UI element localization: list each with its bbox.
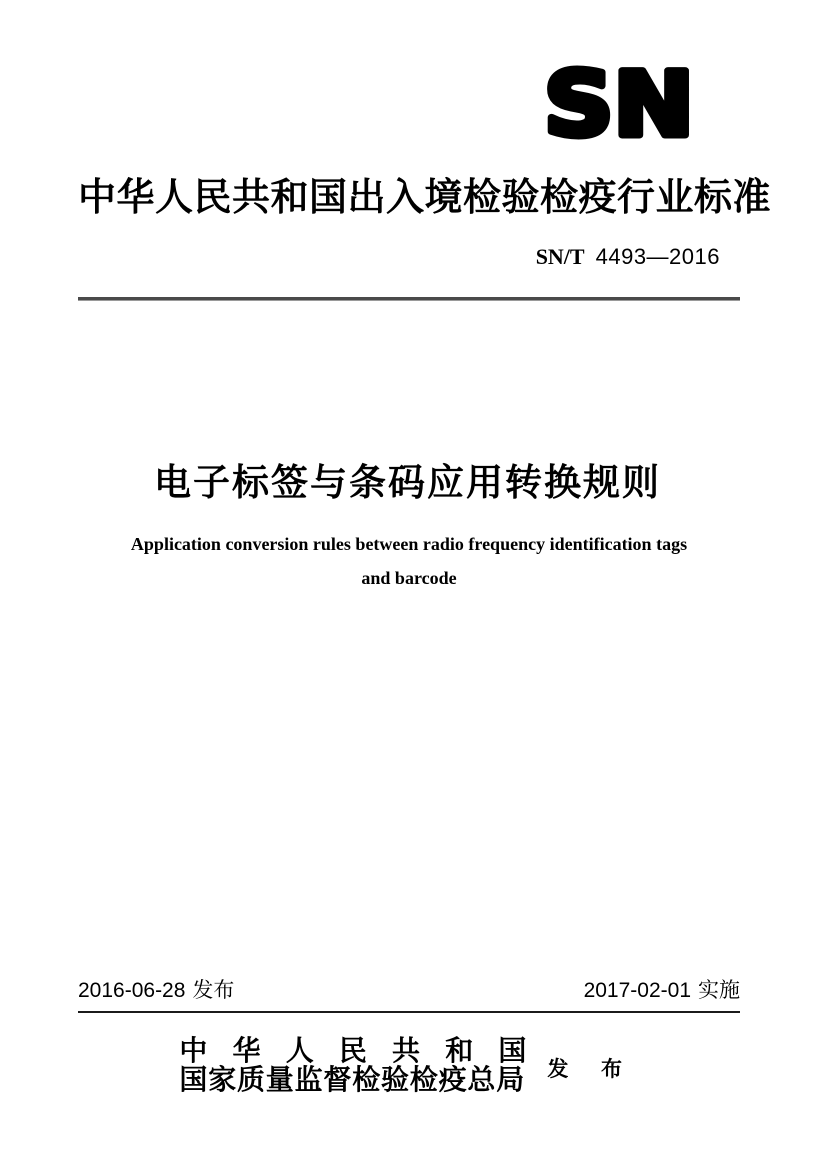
document-title-chinese: 电子标签与条码应用转换规则 xyxy=(154,462,661,503)
document-title-english-line1: Application conversion rules between radio frequency identification tags xyxy=(130,534,688,554)
dates-row xyxy=(78,979,740,1003)
standard-code xyxy=(536,244,720,270)
publish-label: 发 布 xyxy=(547,1057,636,1081)
implement-date-label: 实施 xyxy=(698,979,740,1002)
standard-code-prefix: SN/T xyxy=(535,244,585,269)
implement-date: 2017-02-01 xyxy=(583,979,691,1002)
issue-date-item xyxy=(78,979,234,1003)
header-divider-rule xyxy=(78,297,740,301)
standard-code-number: 4493—2016 xyxy=(595,244,720,269)
sn-logo xyxy=(538,62,700,144)
publisher-name xyxy=(179,1037,526,1095)
publisher-name-line2: 国家质量监督检验检疫总局 xyxy=(179,1065,525,1096)
implement-date-item xyxy=(584,979,740,1003)
footer-divider-rule xyxy=(78,1011,740,1013)
document-title-english-line2: and barcode xyxy=(361,568,457,588)
document-title-english xyxy=(78,527,740,595)
issue-date-label: 发布 xyxy=(192,979,235,1002)
issue-date: 2016-06-28 xyxy=(78,979,186,1002)
publisher-block xyxy=(0,1037,815,1095)
sn-logo-text: SN xyxy=(544,62,694,144)
publisher-name-line1: 中 华 人 民 共 和 国 xyxy=(179,1036,527,1067)
standard-type-heading: 中华人民共和国出入境检验检疫行业标准 xyxy=(78,177,772,219)
